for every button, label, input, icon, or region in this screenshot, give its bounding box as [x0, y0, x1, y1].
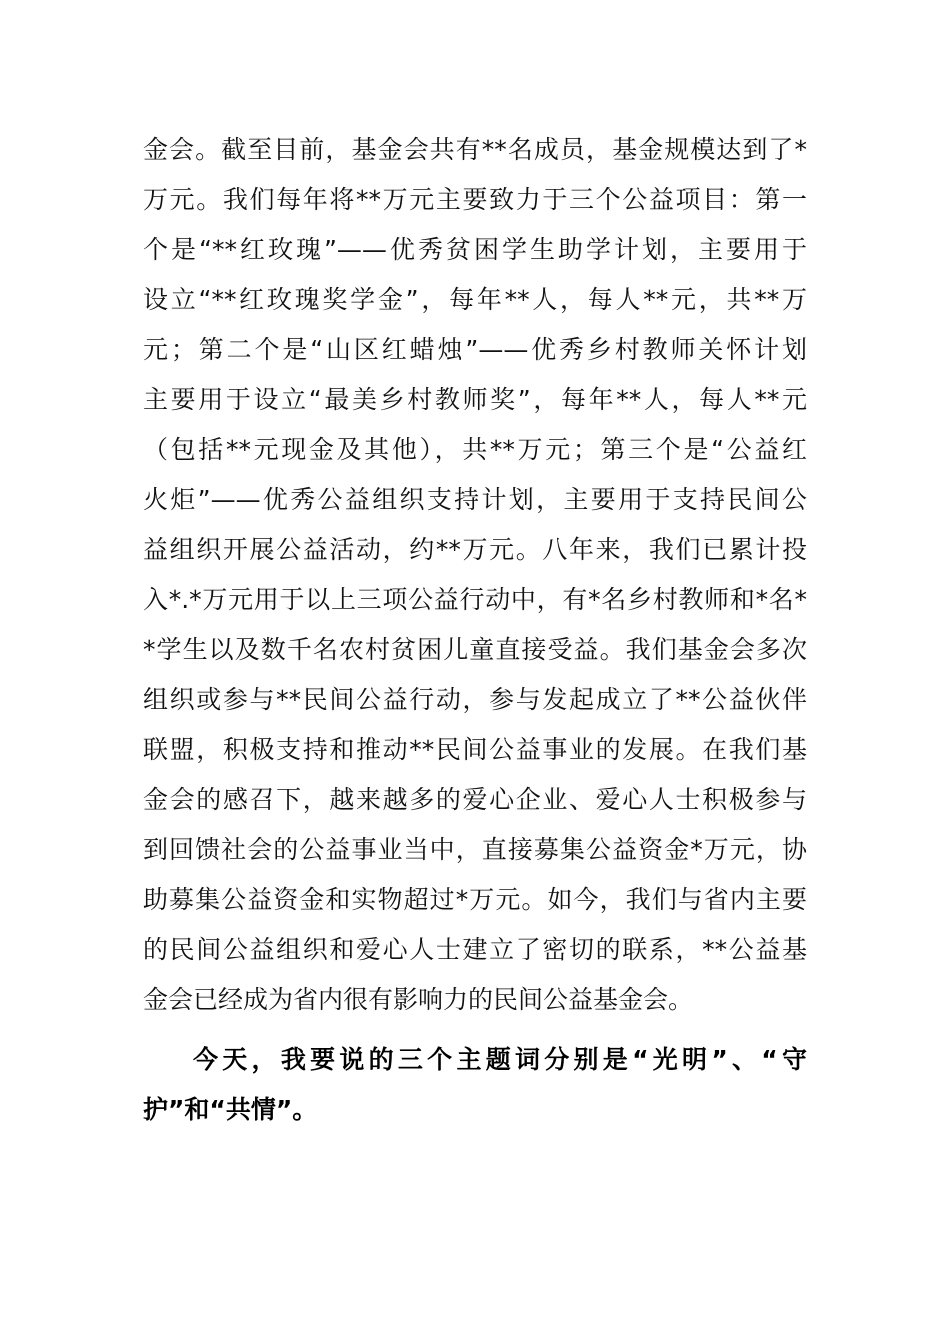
paragraph-line: 个是“**红玫瑰”——优秀贫困学生助学计划，主要用于	[143, 235, 807, 264]
paragraph-line: 入*.*万元用于以上三项公益行动中，有*名乡村教师和*名*	[143, 585, 807, 614]
paragraph-line: 金会。截至目前，基金会共有**名成员，基金规模达到了*	[143, 135, 807, 164]
paragraph-line: 火炬”——优秀公益组织支持计划，主要用于支持民间公	[143, 485, 807, 514]
paragraph-line: 联盟，积极支持和推动**民间公益事业的发展。在我们基	[143, 735, 807, 764]
paragraph-line: 到回馈社会的公益事业当中，直接募集公益资金*万元，协	[143, 835, 807, 864]
paragraph-line: 今天，我要说的三个主题词分别是“光明”、“守	[193, 1045, 807, 1074]
paragraph-line: 主要用于设立“最美乡村教师奖”，每年**人，每人**元	[143, 385, 807, 414]
paragraph-line: 益组织开展公益活动，约**万元。八年来，我们已累计投	[143, 535, 807, 564]
paragraph-line: 的民间公益组织和爱心人士建立了密切的联系，**公益基	[143, 935, 807, 964]
paragraph-line: 设立“**红玫瑰奖学金”，每年**人，每人**元，共**万	[143, 285, 807, 314]
paragraph-line: 金会的感召下，越来越多的爱心企业、爱心人士积极参与	[143, 785, 807, 814]
paragraph-line: *学生以及数千名农村贫困儿童直接受益。我们基金会多次	[143, 635, 807, 664]
paragraph-line: 元；第二个是“山区红蜡烛”——优秀乡村教师关怀计划	[143, 335, 807, 364]
paragraph-line: 助募集公益资金和实物超过*万元。如今，我们与省内主要	[143, 885, 807, 914]
paragraph-line: 组织或参与**民间公益行动，参与发起成立了**公益伙伴	[143, 685, 807, 714]
paragraph-line: 金会已经成为省内很有影响力的民间公益基金会。	[143, 985, 694, 1014]
paragraph-line: 万元。我们每年将**万元主要致力于三个公益项目：第一	[143, 185, 807, 214]
paragraph-line: 护”和“共情”。	[143, 1095, 318, 1124]
paragraph-line: （包括**元现金及其他），共**万元；第三个是“公益红	[143, 435, 807, 464]
